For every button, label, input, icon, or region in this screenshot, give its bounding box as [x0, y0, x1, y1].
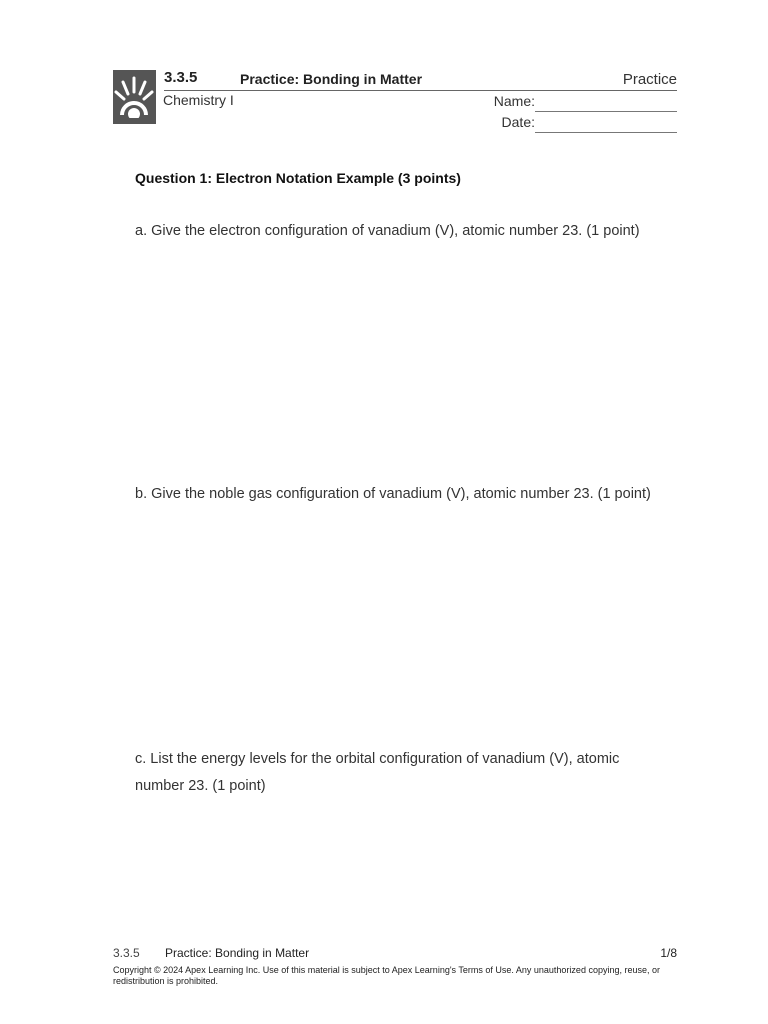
question-1-heading: Question 1: Electron Notation Example (3 points)	[135, 170, 461, 186]
name-label: Name:	[493, 93, 535, 109]
page-number: 1/8	[660, 946, 677, 960]
lesson-number: 3.3.5	[164, 69, 198, 86]
date-field[interactable]	[535, 132, 677, 133]
document-title: Practice: Bonding in Matter	[240, 71, 423, 87]
course-name: Chemistry I	[163, 92, 234, 108]
name-field[interactable]	[535, 111, 677, 112]
document-type: Practice	[622, 71, 677, 88]
date-label: Date:	[501, 114, 535, 130]
question-1c-text: c. List the energy levels for the orbital configuration of vanadium (V), atomic number 23. (1 point)	[135, 751, 620, 794]
header-divider	[164, 90, 677, 91]
copyright-notice: Copyright © 2024 Apex Learning Inc. Use of this material is subject to Apex Learning's Terms of Use. Any unauthorized copying, reuse, or redistribution is prohibited.	[113, 965, 660, 986]
footer-lesson-number: 3.3.5	[113, 946, 140, 960]
question-1a-text: a. Give the electron configuration of vanadium (V), atomic number 23. (1 point)	[135, 223, 640, 239]
apex-learning-logo-icon	[113, 70, 156, 124]
footer-title: Practice: Bonding in Matter	[165, 946, 310, 960]
question-1b-text: b. Give the noble gas configuration of vanadium (V), atomic number 23. (1 point)	[135, 486, 651, 502]
